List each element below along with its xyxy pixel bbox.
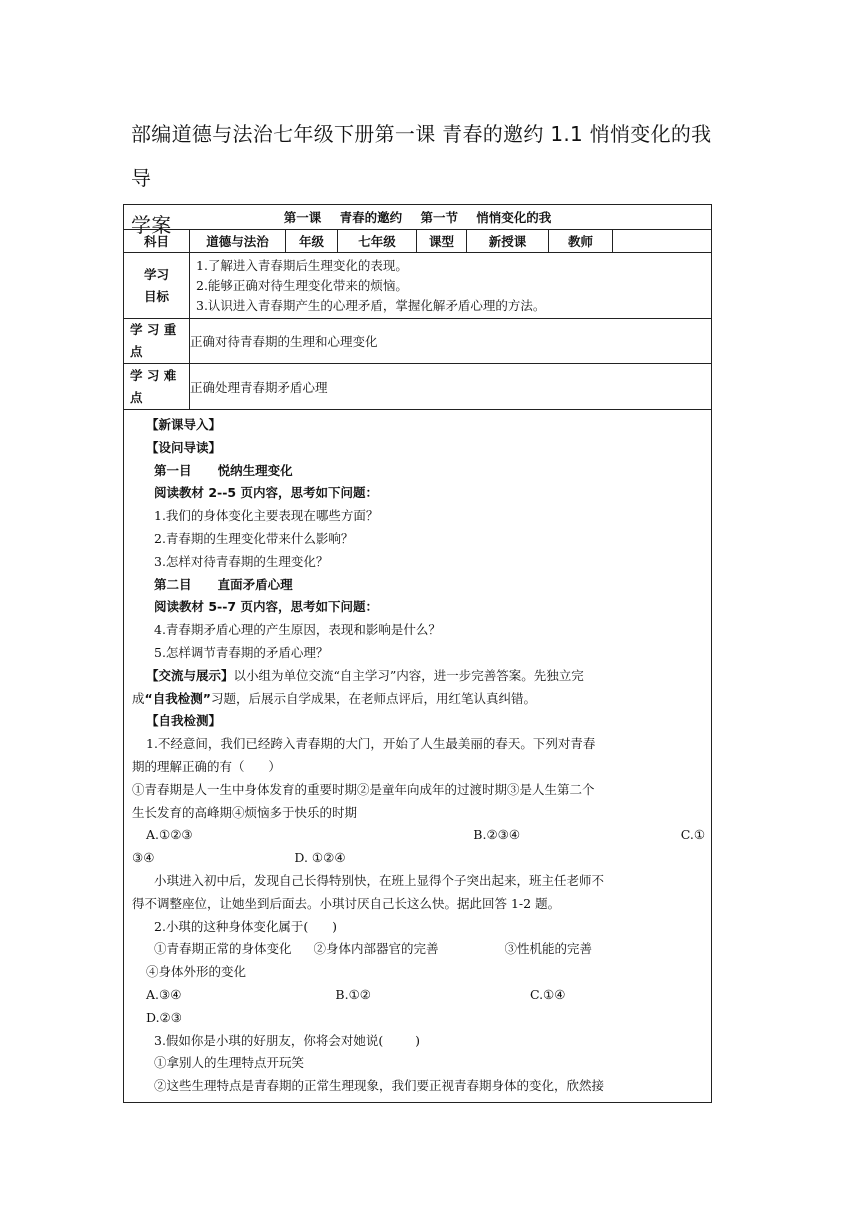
exchange-text-2b: 习题，后展示自学成果，在老师点评后，用红笔认真纠错。	[210, 690, 536, 706]
goal-item-1: 1.了解进入青春期后生理变化的表现。	[196, 257, 408, 273]
test2-option-c: C.①④	[529, 986, 566, 1002]
test2-option-a: A.③④	[146, 986, 182, 1002]
test1-option-b: B.②③④	[473, 827, 521, 843]
test2-item-1: ①青春期正常的身体变化	[154, 941, 292, 957]
part1-read: 阅读教材 2--5 页内容，思考如下问题：	[154, 485, 378, 501]
title-line-1: 部编道德与法治七年级下册第一课 青春的邀约 1.1 悄悄变化的我导	[131, 122, 712, 190]
goals-row	[124, 253, 712, 319]
question-3: 3.怎样对待青春期的生理变化？	[154, 553, 329, 569]
story-line-1: 小琪进入初中后，发现自己长得特别快，在班上显得个子突出起来，班主任老师不	[154, 872, 605, 888]
test3-stem: 3.假如你是小琪的好朋友，你将会对她说( )	[154, 1032, 420, 1048]
focus-label	[124, 319, 190, 364]
test2-item-4: ④身体外形的变化	[146, 964, 247, 980]
content-cell	[124, 410, 712, 1103]
exchange-line-2	[132, 688, 705, 711]
focus-row	[124, 319, 712, 364]
goals-label-line-2: 目标	[143, 288, 169, 304]
test1-option-a: A.①②③	[146, 827, 193, 843]
grade-value: 七年级	[338, 230, 417, 253]
goals-label	[124, 253, 190, 319]
question-4: 4.青春期矛盾心理的产生原因，表现和影响是什么？	[154, 622, 441, 638]
info-row	[124, 230, 712, 253]
content-row	[124, 410, 712, 1103]
subject-label: 科目	[124, 230, 190, 253]
test1-stem-line-1: 1.不经意间，我们已经跨入青春期的大门，开始了人生最美丽的春天。下列对青春	[146, 736, 596, 752]
test2-option-d: D.②③	[146, 1009, 182, 1025]
question-5: 5.怎样调节青春期的矛盾心理？	[154, 644, 329, 660]
goals-cell	[190, 253, 712, 319]
title-line-2: 学案	[131, 213, 172, 237]
goals-label-line-1: 学习	[143, 266, 169, 282]
goal-item-2: 2.能够正确对待生理变化带来的烦恼。	[196, 277, 408, 293]
part2-title: 第二目 直面矛盾心理	[154, 576, 293, 592]
teacher-label: 教师	[549, 230, 613, 253]
test1-option-c-cont: ③④	[132, 850, 155, 866]
test2-item-2: ②身体内部器官的完善	[313, 941, 439, 957]
test2-item-3: ③性机能的完善	[504, 941, 593, 957]
goal-item-3: 3.认识进入青春期产生的心理矛盾，掌握化解矛盾心理的方法。	[196, 297, 546, 313]
question-1: 1.我们的身体变化主要表现在哪些方面？	[154, 508, 379, 524]
difficulty-label-line-1: 学 习 难	[130, 367, 177, 383]
test3-item-2: ②这些生理特点是青春期的正常生理现象，我们要正视青春期身体的变化，欣然接	[154, 1078, 605, 1094]
part1-title: 第一目 悦纳生理变化	[154, 462, 293, 478]
exchange-text-2a: 成	[132, 690, 145, 706]
focus-text: 正确对待青春期的生理和心理变化	[190, 319, 712, 364]
test2-stem: 2.小琪的这种身体变化属于( )	[154, 918, 338, 934]
difficulty-text: 正确处理青春期矛盾心理	[190, 364, 712, 410]
test1-option-c: C.①	[680, 827, 706, 843]
grade-label: 年级	[286, 230, 338, 253]
test2-options-row	[132, 984, 705, 1007]
section-guide: 【设问导读】	[146, 439, 222, 455]
exchange-selftest-ref: “自我检测”	[144, 690, 211, 706]
part2-read: 阅读教材 5--7 页内容，思考如下问题：	[154, 599, 378, 615]
type-value: 新授课	[467, 230, 549, 253]
focus-label-line-1: 学 习 重	[130, 322, 177, 337]
exchange-heading: 【交流与展示】	[146, 667, 234, 683]
test2-option-b: B.①②	[335, 986, 371, 1002]
difficulty-label-line-2: 点	[130, 389, 143, 405]
test1-items-line-1: ①青春期是人一生中身体发育的重要时期②是童年向成年的过渡时期③是人生第二个	[132, 781, 595, 797]
test1-options-row-2	[132, 847, 705, 870]
lesson-header: 第一课 青春的邀约 第一节 悄悄变化的我	[124, 205, 712, 230]
type-label: 课型	[417, 230, 467, 253]
story-line-2: 得不调整座位，让她坐到后面去。小琪讨厌自己长这么快。据此回答 1-2 题。	[132, 895, 561, 911]
test3-item-1: ①拿别人的生理特点开玩笑	[154, 1055, 305, 1071]
test1-items-line-2: 生长发育的高峰期④烦恼多于快乐的时期	[132, 804, 358, 820]
test1-stem-line-2: 期的理解正确的有（ ）	[132, 758, 281, 774]
section-intro: 【新课导入】	[146, 417, 222, 432]
focus-label-line-2: 点	[130, 344, 143, 359]
test1-options-row	[132, 824, 705, 847]
question-2: 2.青春期的生理变化带来什么影响？	[154, 530, 354, 546]
difficulty-label	[124, 364, 190, 410]
subject-value: 道德与法治	[190, 230, 286, 253]
exchange-line-1	[132, 665, 705, 688]
section-selftest: 【自我检测】	[146, 713, 222, 729]
test2-items-row	[132, 938, 705, 961]
difficulty-row	[124, 364, 712, 410]
test1-option-d: D. ①②④	[294, 850, 346, 866]
teacher-value	[613, 230, 712, 253]
exchange-text-1: 以小组为单位交流“自主学习”内容，进一步完善答案。先独立完	[233, 667, 584, 683]
lesson-plan-table	[123, 204, 712, 1103]
